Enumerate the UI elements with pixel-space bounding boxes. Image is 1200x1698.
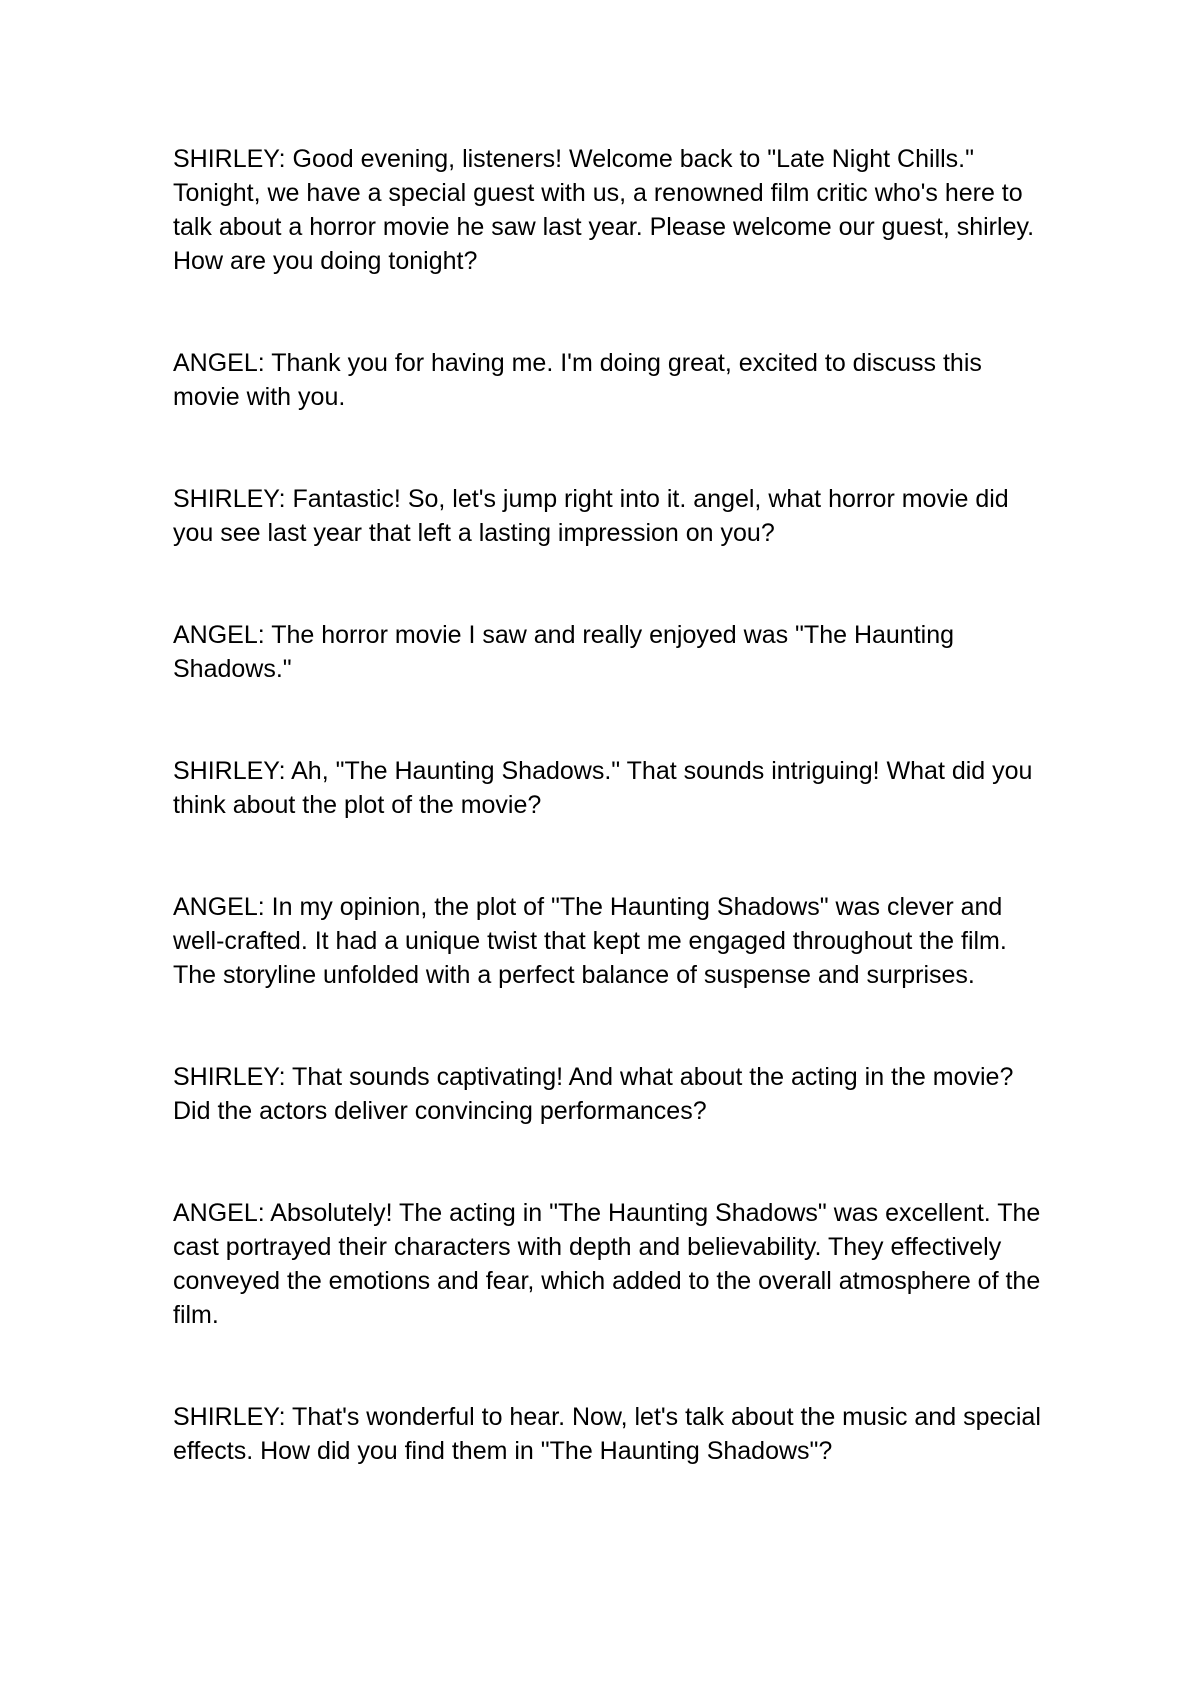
dialogue-turn-shirley: SHIRLEY: That's wonderful to hear. Now, let's talk about the music and special effects. How did you find them in "The Haunting Shadows"? [173,1403,1041,1465]
dialogue-turn-angel: ANGEL: Absolutely! The acting in "The Haunting Shadows" was excellent. The cast portrayed their characters with depth and believability. They effectively conveyed the emotions and fear, which added to the overall atmosphere of the film. [173,1199,1041,1329]
dialogue-turn-shirley: SHIRLEY: Fantastic! So, let's jump right into it. angel, what horror movie did you see last year that left a lasting impression on you? [173,485,1009,547]
interview-transcript [173,142,1053,1536]
dialogue-turn-angel: ANGEL: In my opinion, the plot of "The Haunting Shadows" was clever and well-crafted. It had a unique twist that kept me engaged throughout the film. The storyline unfolded with a perfect balance of suspense and surprises. [173,893,1007,989]
dialogue-turn-shirley: SHIRLEY: Good evening, listeners! Welcome back to "Late Night Chills." Tonight, we have a special guest with us, a renowned film critic who's here to talk about a horror movie he saw last year. Please welcome our guest, shirley. How are you doing tonight? [173,145,1035,275]
dialogue-turn-shirley: SHIRLEY: Ah, "The Haunting Shadows." That sounds intriguing! What did you think about the plot of the movie? [173,757,1033,819]
dialogue-turn-angel: ANGEL: The horror movie I saw and really enjoyed was "The Haunting Shadows." [173,621,955,683]
dialogue-turn-shirley: SHIRLEY: That sounds captivating! And what about the acting in the movie? Did the actors deliver convincing performances? [173,1063,1014,1125]
dialogue-turn-angel: ANGEL: Thank you for having me. I'm doing great, excited to discuss this movie with you. [173,349,982,411]
